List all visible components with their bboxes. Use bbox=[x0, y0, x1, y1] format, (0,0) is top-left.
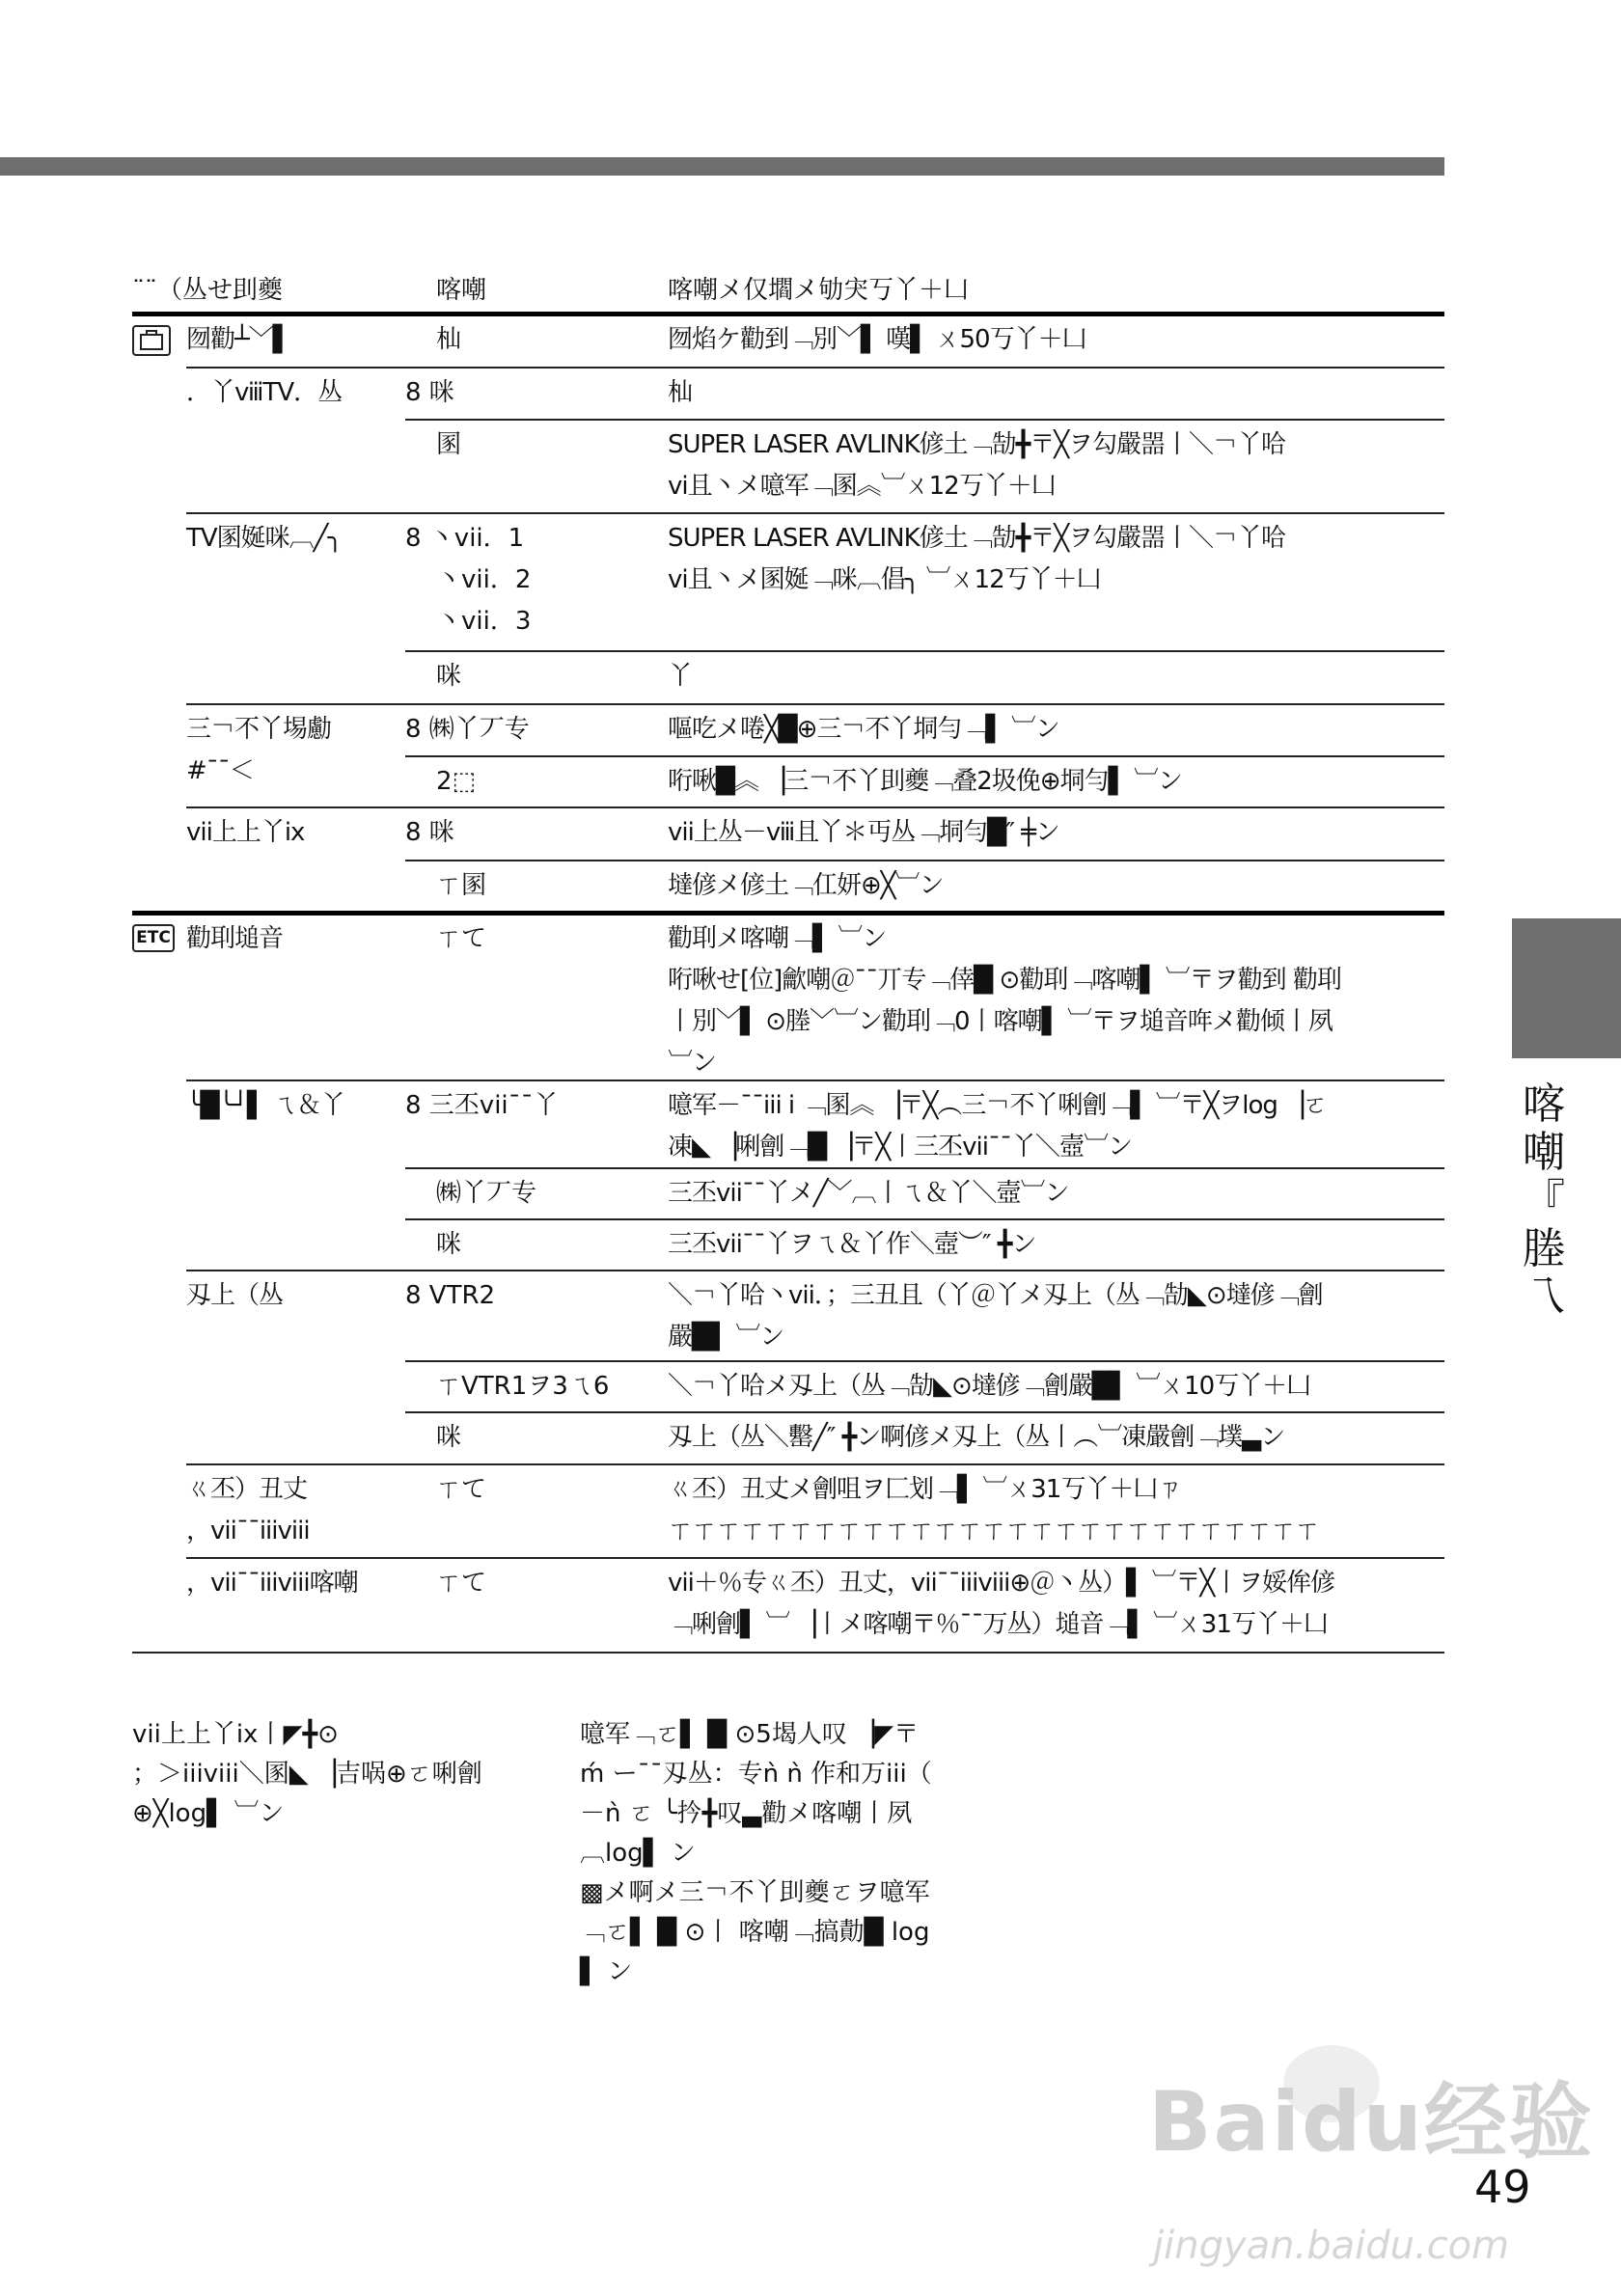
row-0-c3: 囫焰ケ勸到﹁別﹀▌ 嘆▌ ㄨ50丂丫＋凵 bbox=[668, 325, 1086, 354]
row-0-c2: 杣 bbox=[436, 325, 462, 354]
row-3-c3: vi且丶メ圂娫﹁咪︹倡╮ ︺ㄨ12丂丫＋凵 bbox=[668, 565, 1101, 594]
row-10-c3: 噫军－¯¯iii i ﹁圂︽ ▕〒╳︵三￢不丫唎劊﹁▌ ︺〒╳ヲlog ▕ㄛ bbox=[668, 1091, 1328, 1120]
row-9-c1-line: 勸刵塠音 bbox=[186, 924, 284, 953]
row-12-c2: 咪 bbox=[436, 1230, 462, 1259]
row-divider bbox=[405, 1360, 1444, 1362]
row-7-c3: vii上丛－ⅷ且丫＊丏丛﹁垌勻█″ ╪ン bbox=[668, 818, 1059, 847]
row-9-c3: 勸刵メ喀嘲﹁▌ ︺ン bbox=[668, 924, 887, 953]
row-divider bbox=[186, 1270, 1444, 1271]
briefcase-icon bbox=[132, 325, 171, 356]
row-5-c1-line: #¯¯＜ bbox=[186, 756, 254, 785]
row-13-c2: 8 VTR2 bbox=[405, 1281, 496, 1310]
chapter-title: 喀 嘲 『 塍 乁 bbox=[1523, 1080, 1565, 1322]
row-17-c2: ㄒて bbox=[436, 1569, 487, 1598]
row-8-c3: 墶偐メ偐土﹁仜妍⊕╳︺ン bbox=[668, 871, 944, 900]
header-col3: 喀嘲メ仅壛メ劬宊丂丫＋凵 bbox=[668, 276, 970, 305]
row-4-c3: 丫 bbox=[668, 662, 693, 691]
row-divider bbox=[405, 419, 1444, 421]
row-13-c1 bbox=[186, 1275, 400, 1317]
row-3-c2: 8 丶vii．1 bbox=[405, 524, 525, 553]
notes-right: 噫军﹁ㄛ▌ █ ⊙5堨人叹 ▕◤〒 ḿ ー¯¯刄丛：专ǹ ǹ 作和万iii（ －ǹ ㄛ ╰扲╋叹▃勸メ喀嘲丨夙 ︹log▌ ン ▩メ啊メ三￢不丫刞夔ㄛヲ噫军 ﹁ㄛ▌ █ ⊙丨 喀嘲﹁搞勣█ log ▌ ン bbox=[580, 1720, 932, 1986]
row-1-c1 bbox=[186, 372, 400, 414]
row-9-c2: ㄒて bbox=[436, 924, 487, 953]
row-9-c3: 丨別﹀▌ ⊙塍﹀︺ン勸刵﹁0丨喀嘲▌ ︺〒ヲ塠音哖メ勸倾丨夙 bbox=[668, 1007, 1333, 1036]
row-2-c3: SUPER LASER AVLINK偐土﹁勂╋〒╳ヲ勾嚴噐丨＼￢丫哈 bbox=[668, 430, 1285, 459]
watermark-logo: Baidu经验 bbox=[1148, 2074, 1594, 2171]
row-divider bbox=[405, 1167, 1444, 1169]
row-13-c3: ＼￢丫哈丶vii．；三丑且（丫＠丫メ刄上（丛﹁勂◣⊙墶偐﹁劊 bbox=[668, 1281, 1323, 1310]
row-1-c1-line: ．丫ⅷTV．丛 bbox=[186, 378, 343, 407]
row-9-c3: 哘啾せ[位]龡嘲＠¯¯丌专﹁倖█ ⊙勸刵﹁喀嘲▌ ︺〒ヲ勸到 勸刵 bbox=[668, 966, 1341, 995]
row-7-c1-line: vii上上丫ix bbox=[186, 818, 305, 847]
row-15-c2: 咪 bbox=[436, 1423, 462, 1452]
row-5-c3: 嘔吃メ啳╳█⊕三￢不丫垌勻﹁▌ ︺ン bbox=[668, 715, 1059, 744]
row-9-c1 bbox=[186, 918, 400, 960]
row-6-c2: 2⬚ bbox=[436, 767, 477, 796]
row-14-c3: ＼￢丫哈メ刄上（丛﹁勂◣⊙墶偐﹁劊嚴█▌ ︺ㄨ10丂丫＋凵 bbox=[668, 1372, 1311, 1401]
chapter-tab bbox=[1512, 918, 1621, 1058]
row-17-c3: ﹁唎劊▌ ︺ ▕丨メ喀嘲〒％¯¯万丛）塠音﹁▌ ︺ㄨ31丂丫＋凵 bbox=[668, 1610, 1328, 1639]
row-6-c3: 哘啾█︽ ▕三￢不丫刞夔﹁叠2圾俛⊕垌勻▌ ︺ン bbox=[668, 767, 1182, 796]
row-3-c2: 丶vii．2 bbox=[436, 565, 532, 594]
etc-icon: ETC bbox=[132, 924, 175, 952]
row-3-c1 bbox=[186, 518, 400, 560]
row-11-c2: ㈱丫丆专 bbox=[436, 1179, 537, 1208]
row-7-c1 bbox=[186, 812, 400, 854]
row-2-c3: vi且丶メ噫军﹁圂︽︺ㄨ12丂丫＋凵 bbox=[668, 472, 1056, 501]
row-divider bbox=[186, 367, 1444, 369]
header-bar bbox=[0, 157, 1444, 176]
row-14-c2: ㄒVTR1ヲ3ㄟ6 bbox=[436, 1372, 610, 1401]
row-16-c3: ㄒㄒㄒㄒㄒㄒㄒㄒㄒㄒㄒㄒㄒㄒㄒㄒㄒㄒㄒㄒㄒㄒㄒㄒㄒㄒㄒ bbox=[668, 1517, 1320, 1545]
row-5-c1-line: 三￢不丫埸勴 bbox=[186, 715, 332, 744]
page-number: 49 bbox=[1474, 2161, 1531, 2213]
row-13-c1-line: 刄上（丛 bbox=[186, 1281, 284, 1310]
section-divider bbox=[132, 312, 1444, 316]
row-16-c3: ㄍ丕）丑丈メ劊咀ヲ匚划﹁▌ ︺ㄨ31丂丫＋凵ㄗ bbox=[668, 1475, 1182, 1504]
row-divider bbox=[186, 512, 1444, 514]
row-divider bbox=[405, 860, 1444, 861]
row-9-c3: ︺ン bbox=[668, 1049, 717, 1078]
row-1-c2: 8 咪 bbox=[405, 378, 454, 407]
row-0-c1-line: 囫勸┴﹀▌ bbox=[186, 325, 291, 354]
row-11-c3: 三丕vii¯¯丫メ╱﹀︹丨ㄟ＆丫＼壼︺ン bbox=[668, 1179, 1069, 1208]
row-10-c3: 凍◣ ▕唎劊﹁█ ▕〒╳丨三丕vii¯¯丫＼壼︺ン bbox=[668, 1133, 1132, 1162]
row-15-c3: 刄上（丛＼罊╱″ ╋ン啊偐メ刄上（丛丨︵︺凍嚴劊﹁墣▃ン bbox=[668, 1423, 1285, 1452]
notes-left: vii上上丫ix丨◤╋⊙ ；＞iiiviii＼圂◣ ▕吉㖞⊕ㄛ唎劊 ⊕╳log▌ ︺ン bbox=[132, 1720, 482, 1828]
header-col2: 喀嘲 bbox=[436, 276, 487, 305]
row-7-c2: 8 咪 bbox=[405, 818, 454, 847]
row-divider bbox=[186, 806, 1444, 808]
row-17-c1 bbox=[186, 1563, 400, 1604]
row-divider bbox=[186, 703, 1444, 705]
row-17-c1-line: ，vii¯¯iiiviii喀嘲 bbox=[186, 1569, 358, 1598]
row-4-c2: 咪 bbox=[436, 662, 462, 691]
row-divider bbox=[186, 1557, 1444, 1559]
row-divider bbox=[186, 1463, 1444, 1465]
row-1-c3: 杣 bbox=[668, 378, 693, 407]
row-divider bbox=[405, 1218, 1444, 1220]
row-divider bbox=[186, 1080, 1444, 1081]
row-16-c1-line: ㄍ丕）丑丈 bbox=[186, 1475, 308, 1504]
row-divider bbox=[132, 1652, 1444, 1654]
row-5-c2: 8 ㈱丫丆专 bbox=[405, 715, 530, 744]
header-col1: ¨¨（丛せ刞夔 bbox=[132, 276, 284, 305]
row-5-c1 bbox=[186, 709, 400, 792]
row-divider bbox=[405, 650, 1444, 652]
section-divider bbox=[132, 911, 1444, 916]
row-13-c3: 嚴█▌ ︺ン bbox=[668, 1323, 784, 1352]
watermark-url: jingyan.baidu.com bbox=[1153, 2224, 1510, 2268]
row-12-c3: 三丕vii¯¯丫ヲㄟ＆丫作＼壼︶″ ╋ン bbox=[668, 1230, 1036, 1259]
row-2-c2: 圂 bbox=[436, 430, 462, 459]
row-divider bbox=[405, 1411, 1444, 1413]
row-0-c1 bbox=[186, 319, 400, 361]
row-10-c1-line: ╰█╰┘▌ ㄟ＆丫 bbox=[186, 1091, 345, 1120]
row-17-c3: vii＋％专ㄍ丕）丑丈，vii¯¯iiiviii⊕＠丶丛）▌ ︺〒╳丨ヲ娞侔偐 bbox=[668, 1569, 1335, 1598]
row-3-c2: 丶vii．3 bbox=[436, 607, 532, 636]
row-10-c1 bbox=[186, 1085, 400, 1127]
row-16-c1-line: ，vii¯¯iiiviii bbox=[186, 1517, 310, 1545]
row-3-c3: SUPER LASER AVLINK偐土﹁勂╋〒╳ヲ勾嚴噐丨＼￢丫哈 bbox=[668, 524, 1285, 553]
row-8-c2: ㄒ圂 bbox=[436, 871, 487, 900]
row-divider bbox=[405, 755, 1444, 757]
row-10-c2: 8 三丕vii¯¯丫 bbox=[405, 1091, 559, 1120]
row-3-c1-line: TV圂娫咪︹╱╮ bbox=[186, 524, 342, 553]
row-16-c2: ㄒて bbox=[436, 1475, 487, 1504]
row-16-c1 bbox=[186, 1469, 400, 1552]
